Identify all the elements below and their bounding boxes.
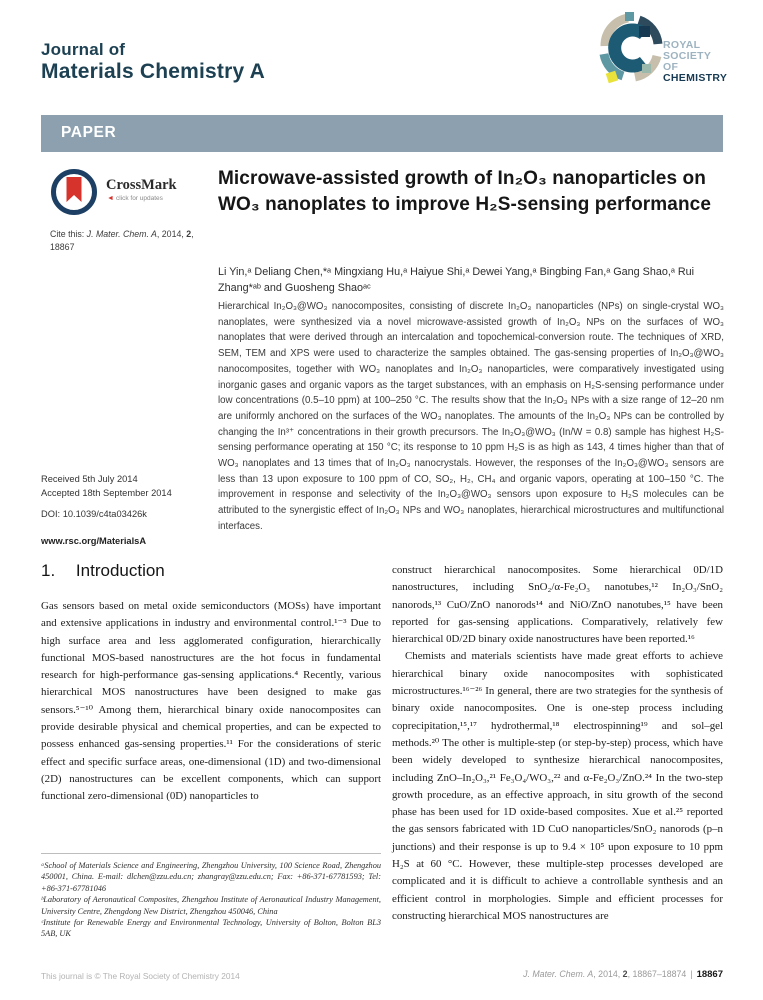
author-list: Li Yin,ᵃ Deliang Chen,*ᵃ Mingxiang Hu,ᵃ Haiyue Shi,ᵃ Dewei Yang,ᵃ Bingbing Fan,ᵃ Gang Shao,ᵃ Rui Zhang*ᵃᵇ and Guosheng Shaoᵃᶜ bbox=[218, 266, 695, 294]
footer-pages: , 18867–18874 bbox=[627, 969, 687, 979]
section-number: 1. bbox=[41, 561, 56, 580]
doi-text: DOI: 10.1039/c4ta03426k bbox=[41, 509, 147, 519]
crossmark-label: CrossMark bbox=[106, 177, 177, 193]
rsc-logo-text bbox=[663, 40, 737, 84]
footer-copyright: This journal is © The Royal Society of Chemistry 2014 bbox=[41, 971, 240, 981]
footer-middle: , 2014, bbox=[593, 969, 623, 979]
accepted-date: Accepted 18th September 2014 bbox=[41, 487, 172, 498]
journal-name-line2: Materials Chemistry A bbox=[41, 60, 266, 83]
article-meta bbox=[41, 473, 206, 548]
footer-journal: J. Mater. Chem. A bbox=[523, 969, 594, 979]
rsc-logo bbox=[595, 12, 737, 100]
article-title: Microwave-assisted growth of In₂O₃ nanoparticles on WO₃ nanoplates to improve H₂S-sensing performance bbox=[218, 168, 711, 215]
footer-citation bbox=[523, 969, 723, 980]
body-left-column bbox=[41, 598, 381, 806]
body-right-column bbox=[392, 562, 723, 925]
footer-divider: | bbox=[690, 969, 693, 979]
cite-this bbox=[50, 228, 210, 253]
footnote-affiliation-c: ᶜInstitute for Renewable Energy and Environmental Technology, University of Bolton, Bolton BL3 5AB, UK bbox=[41, 918, 381, 939]
cite-journal: J. Mater. Chem. A bbox=[86, 229, 157, 239]
cite-middle: , 2014, bbox=[156, 229, 187, 239]
crossmark-badge[interactable] bbox=[50, 168, 200, 220]
cite-page: , 18867 bbox=[50, 229, 194, 252]
section-heading-introduction bbox=[41, 561, 165, 581]
intro-paragraph-3: Chemists and materials scientists have made great efforts to achieve hierarchical binary oxide nanocomposites with sophisticated microstructures.¹⁶⁻²⁶ In general, there are two strategies for the synthesis of binary oxide nanocomposites. One is one-step process including coprecipitation,¹⁵,¹⁷ hydrothermal,¹⁸ electrospinning¹⁹ and sol–gel methods.²⁰ The other is multiple-step (or step-by-step) process, which have been widely developed to synthesize hierarchical nanocomposites, including ZnO–In₂O₃,²¹ Fe₃O₄/WO₃,²² and α-Fe₂O₃/ZnO.²⁴ In the two-step growth procedure, as an effective approach, in situ growth of the second phase has been used for 1D oxide-based composites. Xue et al.²⁵ reported the gas sensors fabricated with 1D CuO nanoparticles/SnO₂ nanorods (p–n junctions) and their response is up to 9.4 × 10⁵ upon exposure to 10 ppm H₂S at 60 °C. However, these multiple-step processes developed are complicated and it is difficult to achieve a controllable synthesis and an efficient control in morphologies. Simple and efficient processes for constructing hierarchical MOS nanostructures are bbox=[392, 650, 723, 922]
cite-volume: 2 bbox=[186, 229, 192, 239]
intro-paragraph-2: construct hierarchical nanocomposites. Some hierarchical 0D/1D nanostructures, including SnO₂/α-Fe₂O₃ nanotubes,¹² In₂O₃/SnO₂ nanorods,¹³ CuO/ZnO nanorods¹⁴ and NiO/ZnO nanotubes,¹⁵ have been reported for gas-sensing applications. Comparatively, relatively few hierarchical 0D/2D binary oxide nanostructures have been reported.¹⁶ bbox=[392, 564, 723, 646]
rsc-logo-text-line1: ROYAL SOCIETY bbox=[663, 39, 712, 62]
crossmark-arrow-icon: ◄ bbox=[107, 195, 114, 202]
paper-banner bbox=[41, 115, 723, 152]
footnote-affiliation-a: ᵃSchool of Materials Science and Engineering, Zhengzhou University, 100 Science Road, Zhengzhou 450001, China. E-mail: dlchen@zzu.edu.cn; zhangray@zzu.edu.cn; Fax: +86-371-67781593; Tel: +86-371-67781046 bbox=[41, 861, 381, 893]
journal-url-link[interactable]: www.rsc.org/MaterialsA bbox=[41, 535, 147, 546]
footer-volume: 2 bbox=[622, 969, 628, 979]
rsc-logo-text-chemistry: CHEMISTRY bbox=[663, 72, 728, 84]
footnote-affiliation-b: ᵇLaboratory of Aeronautical Composites, Zhengzhou Institute of Aeronautical Industry Management, University Centre, Zhengdong New District, Zhengzhou 450046, China bbox=[41, 895, 381, 916]
section-title: Introduction bbox=[75, 561, 165, 580]
page-number: 18867 bbox=[696, 969, 723, 980]
paper-type-label: PAPER bbox=[61, 124, 117, 141]
crossmark-icon bbox=[50, 168, 98, 221]
journal-masthead bbox=[41, 40, 265, 84]
received-date: Received 5th July 2014 bbox=[41, 474, 138, 484]
abstract-text: Hierarchical In₂O₃@WO₃ nanocomposites, consisting of discrete In₂O₃ nanoparticles (NPs) on single-crystal WO₃ nanoplates, were synthesized via a novel microwave-assisted growth of In₂O₃ NPs on the surfaces of WO₃ nanoplates that were derived through an intercalation and topochemical-conversion route. The techniques of XRD, SEM, TEM and XPS were used to characterize the samples obtained. The gas-sensing properties of In₂O₃@WO₃ nanocomposites, together with WO₃ nanoplates and In₂O₃ nanoparticles, were comparatively investigated using inorganic gases and organic vapors as the target substances, with an emphasis on H₂S-sensing performance under low concentrations (0.5–10 ppm) at 100–250 °C. The results show that the In₂O₃ NPs with a size range of 12–20 nm are uniformly anchored on the surfaces of the WO₃ nanoplates. The amounts of the In₂O₃ NPs can be controlled by changing the In³⁺ concentrations in their growth precursors. The In₂O₃@WO₃ (In/W = 0.8) sample has highest H₂S-sensing performance operating at 150 °C; its response to 10 ppm H₂S is as high as 143, 4 times higher than that of WO₃ nanoplates and 13 times that of In₂O₃ nanocrystals. However, the responses of the In₂O₃@WO₃ sensors are less than 13 upon exposure to 100 ppm of CO, SO₂, H₂, CH₄ and organic vapors, operating at 100–150 °C. The improvement in response and selectivity of the In₂O₃@WO₃ sensors upon exposure to H₂S molecules can be attributed to the synergistic effect of In₂O₃ NPs and WO₃ nanoplates, hierarchical microstructures and multifunctional interfaces. bbox=[218, 301, 724, 532]
intro-paragraph-1: Gas sensors based on metal oxide semiconductors (MOSs) have important and extensive applications in industry and environmental control.¹⁻³ Due to high surface area and less agglomerated configuration, hierarchically functional MOS-based nanostructures are the hot focus in fundamental research for high-performance gas-sensing applications.⁴ Recently, various hierarchical MOS nanostructures have been designed to make gas sensors.⁵⁻¹⁰ Among them, hierarchical binary oxide nanocomposites can provide desirable physical and chemical properties, and can be expected to possess enhanced gas-sensing properties.¹¹ For the considerations of steric effect and specific surface areas, one-dimensional (1D) and two-dimensional (2D) nanostructures can be excellent components, which can support functional zero-dimensional (0D) nanoparticles to bbox=[41, 600, 381, 803]
cite-prefix: Cite this: bbox=[50, 229, 87, 239]
journal-name-line1: Journal of bbox=[41, 40, 126, 59]
affiliation-footnotes bbox=[41, 860, 381, 940]
footnote-divider bbox=[41, 853, 381, 854]
rsc-logo-text-of: OF bbox=[663, 61, 679, 73]
crossmark-subtitle: ◄ click for updates bbox=[107, 195, 163, 202]
